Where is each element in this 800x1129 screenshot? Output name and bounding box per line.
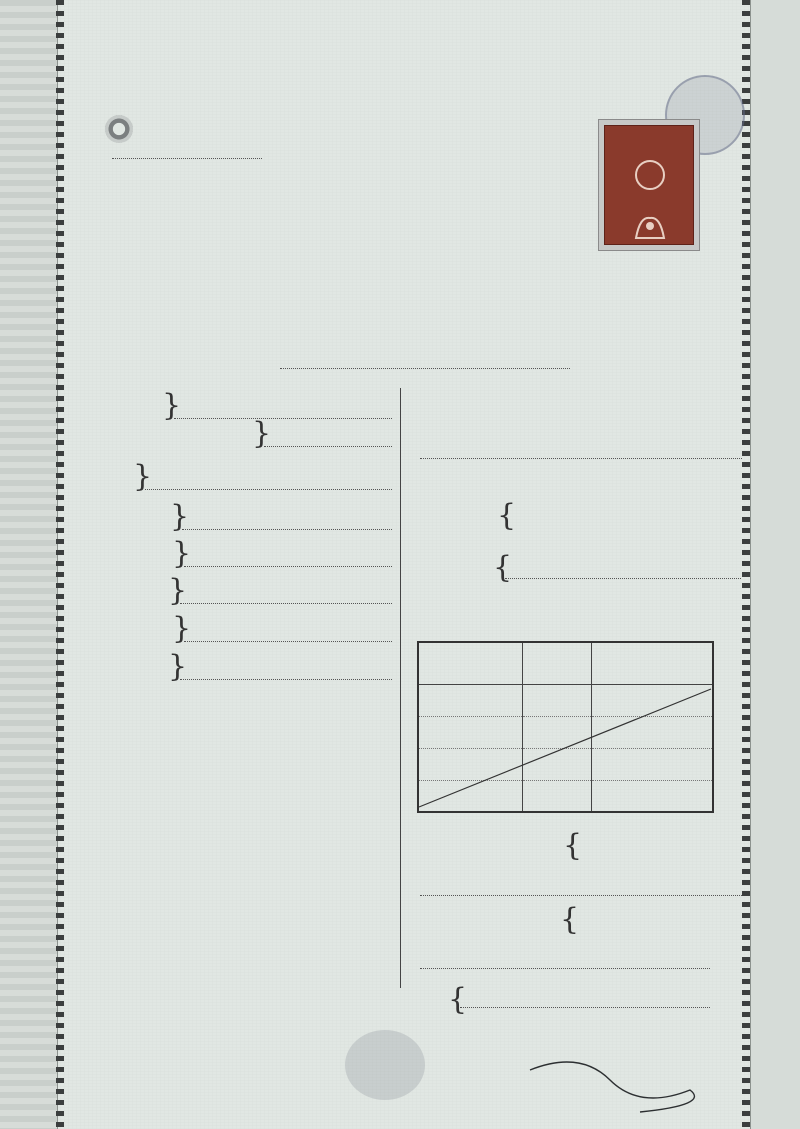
left-page-edge <box>0 0 58 1129</box>
field-underline <box>184 566 392 567</box>
revenue-stamp <box>598 119 700 251</box>
basis-underline <box>420 895 742 896</box>
field-underline <box>182 529 392 530</box>
duration-brace: { <box>497 498 517 533</box>
purpose-brace: { <box>493 550 513 585</box>
date-brace: { <box>448 982 468 1017</box>
field-brace-icon: } <box>162 388 182 423</box>
signature-flourish <box>520 1050 720 1120</box>
stamp-face <box>604 125 694 245</box>
field-underline <box>264 446 392 447</box>
field-brace-icon: } <box>170 499 190 534</box>
field-underline <box>180 603 392 604</box>
right-perforation <box>742 0 750 1129</box>
field-brace-icon: } <box>172 611 192 646</box>
purpose-underline <box>505 578 741 579</box>
field-brace-icon: } <box>133 459 153 494</box>
table-header-name <box>418 642 522 684</box>
left-perforation <box>56 0 64 1129</box>
lion-emblem-icon <box>630 210 670 242</box>
destination-underline <box>420 458 742 459</box>
field-underline <box>174 418 392 419</box>
field-brace-icon: } <box>168 649 188 684</box>
field-brace-icon: } <box>172 536 192 571</box>
issued-brace: { <box>560 902 580 937</box>
number-underline <box>112 158 262 159</box>
table-strike-line <box>417 685 714 812</box>
field-underline <box>180 679 392 680</box>
column-divider <box>400 388 401 988</box>
field-underline <box>145 489 392 490</box>
table-header-relation <box>522 642 591 684</box>
stamp-value <box>635 160 665 190</box>
date-underline <box>460 1007 710 1008</box>
name-underline <box>280 368 570 369</box>
field-underline <box>184 641 392 642</box>
ink-seal-icon-bottom <box>345 1030 425 1100</box>
field-brace-icon: } <box>168 573 188 608</box>
table-header-row <box>418 642 713 684</box>
field-brace-icon: } <box>252 416 272 451</box>
eyelet-icon <box>105 115 133 143</box>
right-page-edge <box>750 0 800 1129</box>
table-header-birth <box>591 642 713 684</box>
issued-underline <box>420 968 710 969</box>
basis-brace: { <box>563 828 583 863</box>
